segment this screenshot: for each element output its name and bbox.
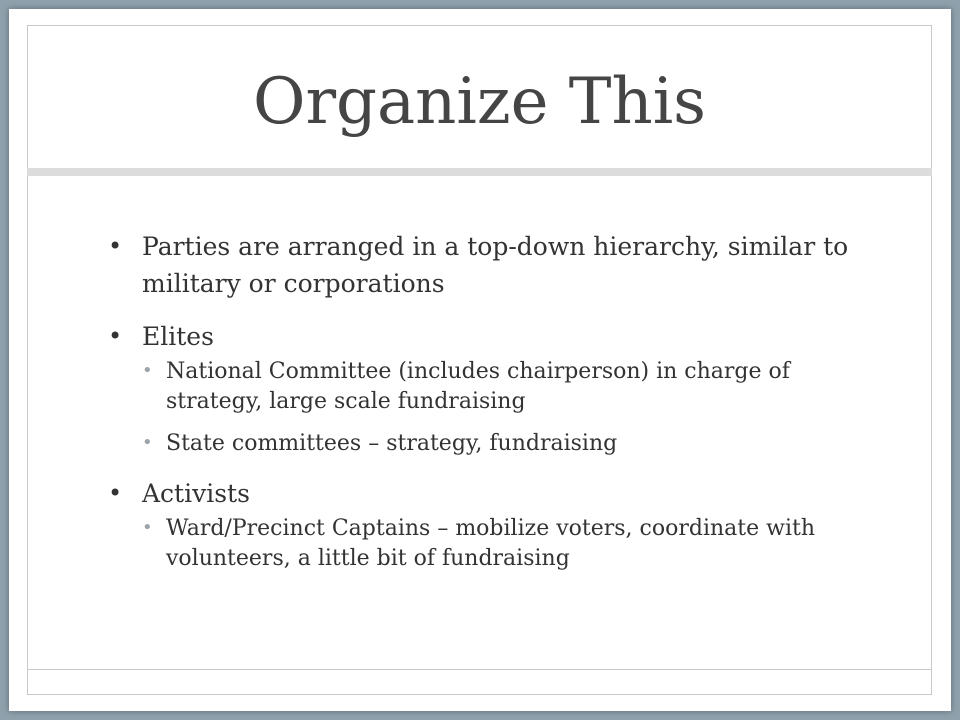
sub-bullet-text: Ward/Precinct Captains – mobilize voters, coordinate with volunteers, a little bit of fundraising	[166, 516, 816, 571]
bullet-text: Parties are arranged in a top-down hierarchy, similar to military or corporations	[142, 232, 849, 298]
bullet-text: Elites	[142, 322, 214, 351]
bullet-item	[104, 475, 864, 574]
sub-bullet-item	[142, 514, 864, 574]
sub-bullet-item	[142, 357, 864, 417]
sub-bullet-item	[142, 429, 864, 459]
sub-bullet-text: National Committee (includes chairperson) in charge of strategy, large scale fundraising	[166, 359, 790, 414]
bullet-icon: •	[108, 479, 123, 507]
sub-bullet-text: State committees – strategy, fundraising	[166, 431, 618, 456]
footer-divider	[27, 669, 932, 670]
bullet-item	[104, 228, 864, 302]
sub-bullet-icon: •	[142, 517, 153, 538]
bullet-icon: •	[108, 322, 123, 350]
slide-title: Organize This	[252, 65, 707, 139]
sub-bullet-list	[142, 357, 864, 459]
bullet-item	[104, 318, 864, 459]
slide-body	[104, 228, 864, 586]
sub-bullet-icon: •	[142, 432, 153, 453]
sub-bullet-icon: •	[142, 360, 153, 381]
bullet-text: Activists	[142, 479, 250, 508]
sub-bullet-list	[142, 514, 864, 574]
title-divider	[27, 168, 932, 176]
bullet-icon: •	[108, 232, 123, 260]
